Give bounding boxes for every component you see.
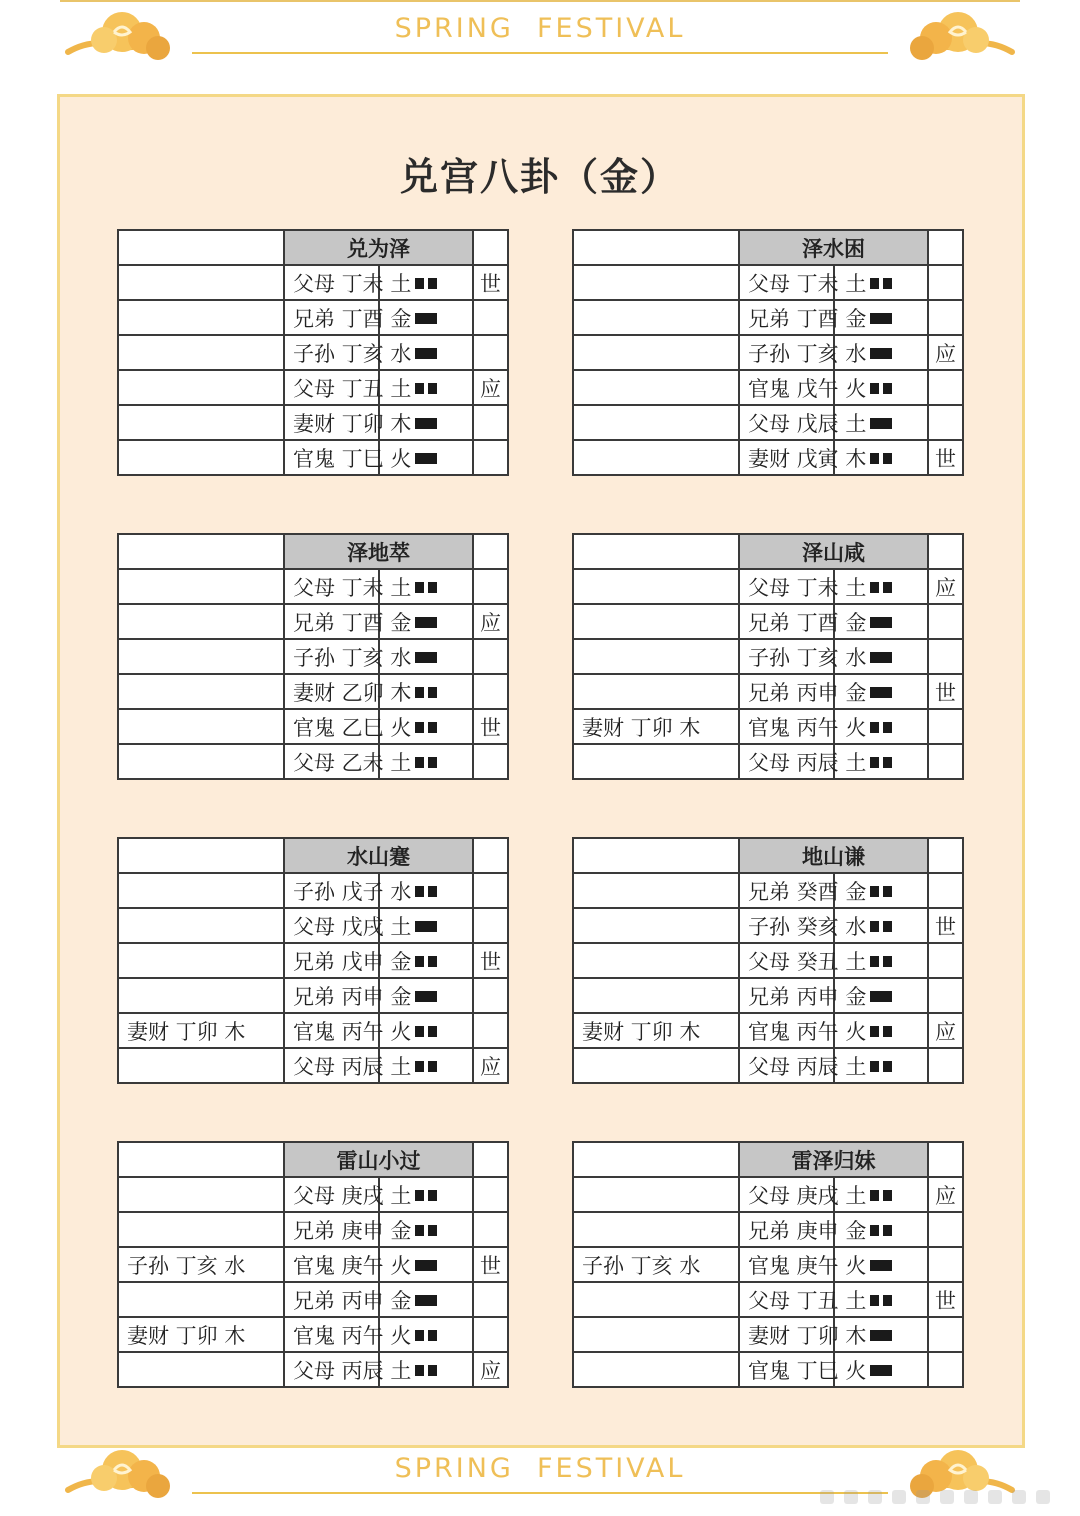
shi-ying-mark xyxy=(473,1177,508,1212)
hexagram-name: 兑为泽 xyxy=(284,230,473,265)
yin-line-icon xyxy=(415,278,437,289)
fushen-cell xyxy=(118,873,284,908)
shi-ying-mark xyxy=(473,873,508,908)
yao-text: 父母 乙未 土 xyxy=(284,744,379,779)
shi-ying-mark xyxy=(928,604,963,639)
yang-line-icon xyxy=(415,1295,437,1306)
yao-text: 父母 丁丑 土 xyxy=(284,370,379,405)
yao-text: 父母 庚戌 土 xyxy=(739,1177,834,1212)
yao-text: 官鬼 庚午 火 xyxy=(739,1247,834,1282)
shi-ying-mark: 应 xyxy=(928,569,963,604)
yao-text: 官鬼 丙午 火 xyxy=(284,1013,379,1048)
hexagram-table xyxy=(572,837,964,1084)
fushen-cell xyxy=(118,978,284,1013)
shi-ying-mark xyxy=(473,744,508,779)
yao-row xyxy=(118,1282,508,1317)
yin-line-icon xyxy=(415,886,437,897)
yang-line-icon xyxy=(415,617,437,628)
fushen-cell xyxy=(118,440,284,475)
shi-ying-mark xyxy=(928,1247,963,1282)
fushen-cell: 妻财 丁卯 木 xyxy=(118,1317,284,1352)
shi-ying-mark xyxy=(928,709,963,744)
yao-row xyxy=(118,335,508,370)
yao-text: 父母 丁丑 土 xyxy=(739,1282,834,1317)
yang-line-icon xyxy=(415,921,437,932)
yao-text: 父母 丙辰 土 xyxy=(284,1352,379,1387)
shi-ying-mark xyxy=(473,405,508,440)
yao-row xyxy=(118,1013,508,1048)
hexagram-header-row xyxy=(118,1142,508,1177)
fushen-cell xyxy=(573,300,739,335)
shi-ying-mark xyxy=(473,1013,508,1048)
shi-ying-mark: 世 xyxy=(473,709,508,744)
shi-ying-mark xyxy=(928,265,963,300)
yao-row xyxy=(573,335,963,370)
shi-ying-mark xyxy=(928,370,963,405)
yao-text: 父母 丁未 土 xyxy=(739,569,834,604)
shi-ying-mark xyxy=(473,978,508,1013)
yao-row xyxy=(573,1247,963,1282)
yin-line-icon xyxy=(870,1026,892,1037)
yao-row xyxy=(118,639,508,674)
shi-ying-mark: 世 xyxy=(473,265,508,300)
yao-text: 官鬼 丙午 火 xyxy=(739,709,834,744)
fushen-cell xyxy=(118,405,284,440)
fushen-cell xyxy=(573,1282,739,1317)
yao-row xyxy=(118,943,508,978)
hexagram-header-row xyxy=(118,534,508,569)
fushen-cell xyxy=(573,873,739,908)
yao-text: 父母 庚戌 土 xyxy=(284,1177,379,1212)
hexagram-table xyxy=(117,1141,509,1388)
yao-row xyxy=(573,1212,963,1247)
hexagram-header-row xyxy=(573,838,963,873)
hexagram-name: 水山蹇 xyxy=(284,838,473,873)
yao-text: 官鬼 乙巳 火 xyxy=(284,709,379,744)
shi-ying-mark xyxy=(928,639,963,674)
yao-row xyxy=(573,978,963,1013)
hexagram-header-row xyxy=(573,230,963,265)
yao-text: 子孙 丁亥 水 xyxy=(739,639,834,674)
yao-row xyxy=(118,709,508,744)
yang-line-icon xyxy=(870,348,892,359)
fushen-cell xyxy=(118,1212,284,1247)
yin-line-icon xyxy=(870,886,892,897)
yao-row xyxy=(573,639,963,674)
shi-ying-mark xyxy=(928,978,963,1013)
mark-cell xyxy=(928,1142,963,1177)
shi-ying-mark: 应 xyxy=(928,335,963,370)
yao-row xyxy=(118,1352,508,1387)
hexagram-name: 泽地萃 xyxy=(284,534,473,569)
yang-line-icon xyxy=(415,313,437,324)
yin-line-icon xyxy=(415,582,437,593)
fushen-cell xyxy=(118,1282,284,1317)
aux-cell xyxy=(573,838,739,873)
yao-row xyxy=(573,943,963,978)
yao-text: 父母 丙辰 土 xyxy=(284,1048,379,1083)
yao-row xyxy=(573,873,963,908)
yang-line-icon xyxy=(415,348,437,359)
yao-row xyxy=(118,569,508,604)
fushen-cell: 妻财 丁卯 木 xyxy=(573,1013,739,1048)
yao-row xyxy=(118,1048,508,1083)
yao-text: 兄弟 庚申 金 xyxy=(739,1212,834,1247)
fushen-cell xyxy=(573,674,739,709)
yin-line-icon xyxy=(415,1026,437,1037)
yao-row xyxy=(118,1317,508,1352)
yao-row xyxy=(573,370,963,405)
yao-text: 官鬼 戊午 火 xyxy=(739,370,834,405)
yao-row xyxy=(118,1247,508,1282)
yao-text: 子孙 丁亥 水 xyxy=(284,639,379,674)
fushen-cell xyxy=(573,744,739,779)
mark-cell xyxy=(928,838,963,873)
fushen-cell xyxy=(118,300,284,335)
yao-text: 父母 戊戌 土 xyxy=(284,908,379,943)
yin-line-icon xyxy=(415,757,437,768)
yang-line-icon xyxy=(870,687,892,698)
yang-line-icon xyxy=(870,1260,892,1271)
yao-text: 兄弟 癸酉 金 xyxy=(739,873,834,908)
top-banner-rule xyxy=(192,52,888,54)
shi-ying-mark: 世 xyxy=(928,1282,963,1317)
hexagram-table xyxy=(117,837,509,1084)
shi-ying-mark: 世 xyxy=(928,674,963,709)
yao-row xyxy=(118,1212,508,1247)
yao-text: 官鬼 丁巳 火 xyxy=(739,1352,834,1387)
yao-row xyxy=(573,1282,963,1317)
aux-cell xyxy=(573,534,739,569)
hexagram-table xyxy=(117,229,509,476)
yang-line-icon xyxy=(415,418,437,429)
fushen-cell xyxy=(118,709,284,744)
yin-line-icon xyxy=(870,722,892,733)
yao-text: 父母 丁未 土 xyxy=(739,265,834,300)
yin-line-icon xyxy=(415,383,437,394)
fushen-cell xyxy=(118,335,284,370)
fushen-cell: 妻财 丁卯 木 xyxy=(118,1013,284,1048)
fushen-cell xyxy=(573,908,739,943)
yao-row xyxy=(118,604,508,639)
fushen-cell: 子孙 丁亥 水 xyxy=(573,1247,739,1282)
top-banner-text: SPRING FESTIVAL xyxy=(394,13,686,44)
yin-line-icon xyxy=(415,956,437,967)
hexagram-header-row xyxy=(573,1142,963,1177)
shi-ying-mark xyxy=(473,440,508,475)
hexagram-table xyxy=(117,533,509,780)
aux-cell xyxy=(118,230,284,265)
mark-cell xyxy=(473,838,508,873)
shi-ying-mark xyxy=(928,405,963,440)
fushen-cell xyxy=(573,943,739,978)
fushen-cell xyxy=(573,1212,739,1247)
yin-line-icon xyxy=(870,278,892,289)
yao-row xyxy=(118,370,508,405)
fushen-cell xyxy=(118,1352,284,1387)
shi-ying-mark xyxy=(473,335,508,370)
yao-row xyxy=(118,744,508,779)
fushen-cell xyxy=(573,440,739,475)
yao-text: 兄弟 丙申 金 xyxy=(284,1282,379,1317)
hexagram-name: 泽水困 xyxy=(739,230,928,265)
hexagram-header-row xyxy=(118,230,508,265)
fushen-cell xyxy=(573,978,739,1013)
yao-row xyxy=(573,440,963,475)
yao-row xyxy=(573,744,963,779)
yang-line-icon xyxy=(415,1260,437,1271)
shi-ying-mark xyxy=(473,300,508,335)
yin-line-icon xyxy=(870,757,892,768)
yin-line-icon xyxy=(870,383,892,394)
mark-cell xyxy=(473,534,508,569)
hexagram-table xyxy=(572,229,964,476)
yao-text: 父母 丙辰 土 xyxy=(739,1048,834,1083)
bottom-banner-rule xyxy=(192,1492,888,1494)
fushen-cell xyxy=(573,265,739,300)
yao-text: 兄弟 丁酉 金 xyxy=(284,604,379,639)
fushen-cell xyxy=(573,1177,739,1212)
yao-text: 子孙 丁亥 水 xyxy=(739,335,834,370)
shi-ying-mark xyxy=(928,1352,963,1387)
yao-row xyxy=(573,604,963,639)
yao-text: 官鬼 庚午 火 xyxy=(284,1247,379,1282)
yao-text: 官鬼 丁巳 火 xyxy=(284,440,379,475)
yao-row xyxy=(573,1013,963,1048)
shi-ying-mark xyxy=(473,908,508,943)
mark-cell xyxy=(473,230,508,265)
yang-line-icon xyxy=(870,418,892,429)
yang-line-icon xyxy=(870,1365,892,1376)
yao-row xyxy=(573,405,963,440)
yao-row xyxy=(118,674,508,709)
yao-text: 妻财 戊寅 木 xyxy=(739,440,834,475)
mark-cell xyxy=(928,534,963,569)
yin-line-icon xyxy=(870,1061,892,1072)
aux-cell xyxy=(118,1142,284,1177)
fushen-cell xyxy=(118,908,284,943)
shi-ying-mark xyxy=(473,1282,508,1317)
yao-text: 兄弟 庚申 金 xyxy=(284,1212,379,1247)
yin-line-icon xyxy=(870,453,892,464)
yao-row xyxy=(118,873,508,908)
hexagram-table xyxy=(572,1141,964,1388)
yang-line-icon xyxy=(870,991,892,1002)
yin-line-icon xyxy=(870,956,892,967)
shi-ying-mark: 世 xyxy=(928,908,963,943)
shi-ying-mark xyxy=(928,1048,963,1083)
shi-ying-mark: 应 xyxy=(473,1352,508,1387)
shi-ying-mark xyxy=(928,943,963,978)
shi-ying-mark xyxy=(473,674,508,709)
shi-ying-mark xyxy=(928,300,963,335)
yang-line-icon xyxy=(870,652,892,663)
shi-ying-mark xyxy=(473,569,508,604)
yao-row xyxy=(573,1048,963,1083)
fushen-cell xyxy=(573,370,739,405)
shi-ying-mark: 世 xyxy=(473,943,508,978)
mark-cell xyxy=(928,230,963,265)
fushen-cell xyxy=(573,1317,739,1352)
yang-line-icon xyxy=(870,617,892,628)
yao-row xyxy=(573,569,963,604)
shi-ying-mark xyxy=(928,873,963,908)
yao-row xyxy=(118,405,508,440)
yao-text: 兄弟 丁酉 金 xyxy=(284,300,379,335)
yao-row xyxy=(118,908,508,943)
yao-text: 官鬼 丙午 火 xyxy=(284,1317,379,1352)
yao-text: 妻财 丁卯 木 xyxy=(284,405,379,440)
shi-ying-mark xyxy=(928,1212,963,1247)
shi-ying-mark: 世 xyxy=(473,1247,508,1282)
yin-line-icon xyxy=(870,1295,892,1306)
shi-ying-mark xyxy=(928,1317,963,1352)
yao-row xyxy=(573,908,963,943)
fushen-cell xyxy=(118,744,284,779)
shi-ying-mark xyxy=(473,1212,508,1247)
yin-line-icon xyxy=(415,1225,437,1236)
fushen-cell xyxy=(573,604,739,639)
mark-cell xyxy=(473,1142,508,1177)
fushen-cell xyxy=(573,569,739,604)
shi-ying-mark xyxy=(473,639,508,674)
hexagram-name: 雷山小过 xyxy=(284,1142,473,1177)
fushen-cell: 妻财 丁卯 木 xyxy=(573,709,739,744)
yao-row xyxy=(573,709,963,744)
yao-text: 父母 癸丑 土 xyxy=(739,943,834,978)
fushen-cell xyxy=(118,674,284,709)
shi-ying-mark: 应 xyxy=(473,604,508,639)
aux-cell xyxy=(573,1142,739,1177)
aux-cell xyxy=(118,838,284,873)
yao-text: 兄弟 丙申 金 xyxy=(284,978,379,1013)
shi-ying-mark: 应 xyxy=(473,370,508,405)
yao-text: 兄弟 丁酉 金 xyxy=(739,604,834,639)
yao-text: 父母 丙辰 土 xyxy=(739,744,834,779)
aux-cell xyxy=(118,534,284,569)
yin-line-icon xyxy=(870,921,892,932)
yao-text: 兄弟 丙申 金 xyxy=(739,674,834,709)
yao-row xyxy=(118,265,508,300)
shi-ying-mark xyxy=(928,744,963,779)
aux-cell xyxy=(573,230,739,265)
shi-ying-mark: 应 xyxy=(928,1013,963,1048)
yang-line-icon xyxy=(415,652,437,663)
fushen-cell xyxy=(573,335,739,370)
top-border-line xyxy=(60,0,1020,2)
yao-text: 兄弟 戊申 金 xyxy=(284,943,379,978)
yao-text: 子孙 戊子 水 xyxy=(284,873,379,908)
yin-line-icon xyxy=(415,687,437,698)
yang-line-icon xyxy=(870,313,892,324)
yin-line-icon xyxy=(870,1190,892,1201)
yin-line-icon xyxy=(415,1061,437,1072)
yin-line-icon xyxy=(870,1225,892,1236)
yang-line-icon xyxy=(415,453,437,464)
yin-line-icon xyxy=(415,1190,437,1201)
shi-ying-mark: 应 xyxy=(473,1048,508,1083)
shi-ying-mark: 应 xyxy=(928,1177,963,1212)
yao-row xyxy=(573,265,963,300)
page-title: 兑宫八卦（金） xyxy=(399,155,680,199)
yao-row xyxy=(573,1352,963,1387)
yao-text: 子孙 癸亥 水 xyxy=(739,908,834,943)
hexagram-name: 雷泽归妹 xyxy=(739,1142,928,1177)
yao-text: 父母 丁未 土 xyxy=(284,265,379,300)
yao-row xyxy=(118,978,508,1013)
hexagram-table xyxy=(572,533,964,780)
fushen-cell xyxy=(118,1177,284,1212)
hexagram-name: 地山谦 xyxy=(739,838,928,873)
yang-line-icon xyxy=(870,1330,892,1341)
yin-line-icon xyxy=(870,582,892,593)
fushen-cell xyxy=(118,943,284,978)
yao-text: 妻财 丁卯 木 xyxy=(739,1317,834,1352)
yin-line-icon xyxy=(415,1365,437,1376)
yao-text: 父母 丁未 土 xyxy=(284,569,379,604)
yao-row xyxy=(573,1177,963,1212)
fushen-cell xyxy=(118,265,284,300)
fushen-cell xyxy=(573,1048,739,1083)
yao-row xyxy=(573,674,963,709)
yao-text: 子孙 丁亥 水 xyxy=(284,335,379,370)
fushen-cell xyxy=(118,1048,284,1083)
fushen-cell: 子孙 丁亥 水 xyxy=(118,1247,284,1282)
yao-row xyxy=(573,1317,963,1352)
fushen-cell xyxy=(573,405,739,440)
yao-row xyxy=(118,1177,508,1212)
yao-text: 兄弟 丁酉 金 xyxy=(739,300,834,335)
fushen-cell xyxy=(118,370,284,405)
yang-line-icon xyxy=(415,991,437,1002)
yao-text: 兄弟 丙申 金 xyxy=(739,978,834,1013)
bottom-banner-text: SPRING FESTIVAL xyxy=(394,1453,686,1484)
fushen-cell xyxy=(118,569,284,604)
yao-text: 妻财 乙卯 木 xyxy=(284,674,379,709)
yin-line-icon xyxy=(415,722,437,733)
fushen-cell xyxy=(573,1352,739,1387)
hexagram-header-row xyxy=(573,534,963,569)
fushen-cell xyxy=(118,639,284,674)
hexagram-name: 泽山咸 xyxy=(739,534,928,569)
yao-row xyxy=(573,300,963,335)
watermark-icon xyxy=(820,1484,1070,1510)
shi-ying-mark: 世 xyxy=(928,440,963,475)
yao-row xyxy=(118,440,508,475)
shi-ying-mark xyxy=(473,1317,508,1352)
hexagram-header-row xyxy=(118,838,508,873)
yin-line-icon xyxy=(415,1330,437,1341)
fushen-cell xyxy=(118,604,284,639)
yao-row xyxy=(118,300,508,335)
yao-text: 官鬼 丙午 火 xyxy=(739,1013,834,1048)
fushen-cell xyxy=(573,639,739,674)
yao-text: 父母 戊辰 土 xyxy=(739,405,834,440)
